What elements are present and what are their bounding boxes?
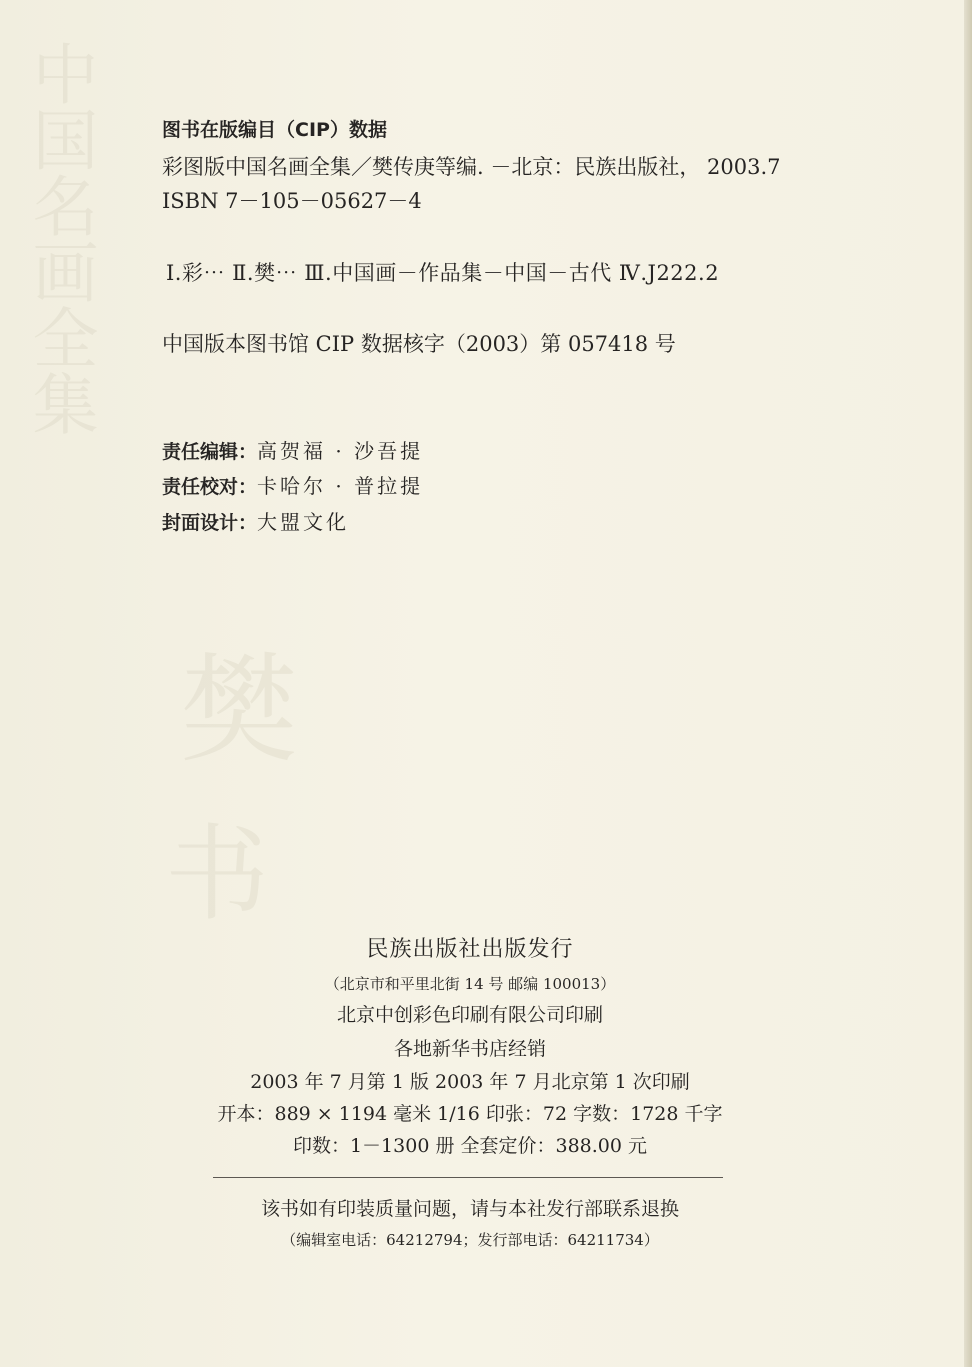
credit-label: 责任编辑： (162, 441, 258, 463)
credit-label: 封面设计： (162, 512, 258, 534)
publisher-name: 民族出版社出版发行 (366, 937, 574, 962)
cip-heading: 图书在版编目（CIP）数据 (162, 119, 387, 141)
publisher-address: （北京市和平里北街 14 号 邮编 100013） (324, 975, 616, 993)
divider (213, 1177, 723, 1178)
contact-phones: （编辑室电话：64212794；发行部电话：64211734） (281, 1231, 659, 1249)
credit-proofreader (162, 472, 423, 501)
edition-info: 2003 年 7 月第 1 版 2003 年 7 月北京第 1 次印刷 (250, 1071, 690, 1093)
credit-value: 大盟文化 (257, 510, 350, 534)
cip-classification: Ⅰ.彩⋯ Ⅱ.樊⋯ Ⅲ.中国画－作品集－中国－古代 Ⅳ.J222.2 (166, 261, 720, 285)
credit-label: 责任校对： (162, 476, 258, 498)
page-edge (964, 0, 972, 1367)
quality-notice: 该书如有印装质量问题，请与本社发行部联系退换 (260, 1198, 679, 1220)
credit-value: 卡哈尔 · 普拉提 (257, 474, 424, 498)
bleed-through-mark: 樊 (180, 641, 299, 779)
print-run-price: 印数：1－1300 册 全套定价：388.00 元 (292, 1135, 648, 1157)
printer-info: 北京中创彩色印刷有限公司印刷 (336, 1004, 603, 1026)
cip-approval-number: 中国版本图书馆 CIP 数据核字（2003）第 057418 号 (162, 332, 676, 356)
credit-value: 高贺福 · 沙吾提 (257, 439, 424, 463)
format-info: 开本：889 × 1194 毫米 1/16 印张：72 字数：1728 千字 (217, 1103, 723, 1125)
bleed-through-title: 中国名画全集 (21, 40, 98, 436)
credit-cover-design (162, 508, 349, 537)
bleed-through-mark: 书 (165, 813, 270, 935)
cip-bibliographic-line: 彩图版中国名画全集／樊传庚等编. －北京：民族出版社， 2003.7 (162, 155, 781, 179)
cip-isbn: ISBN 7－105－05627－4 (162, 189, 422, 213)
credit-editor (162, 437, 423, 466)
distributor-info: 各地新华书店经销 (393, 1038, 546, 1060)
